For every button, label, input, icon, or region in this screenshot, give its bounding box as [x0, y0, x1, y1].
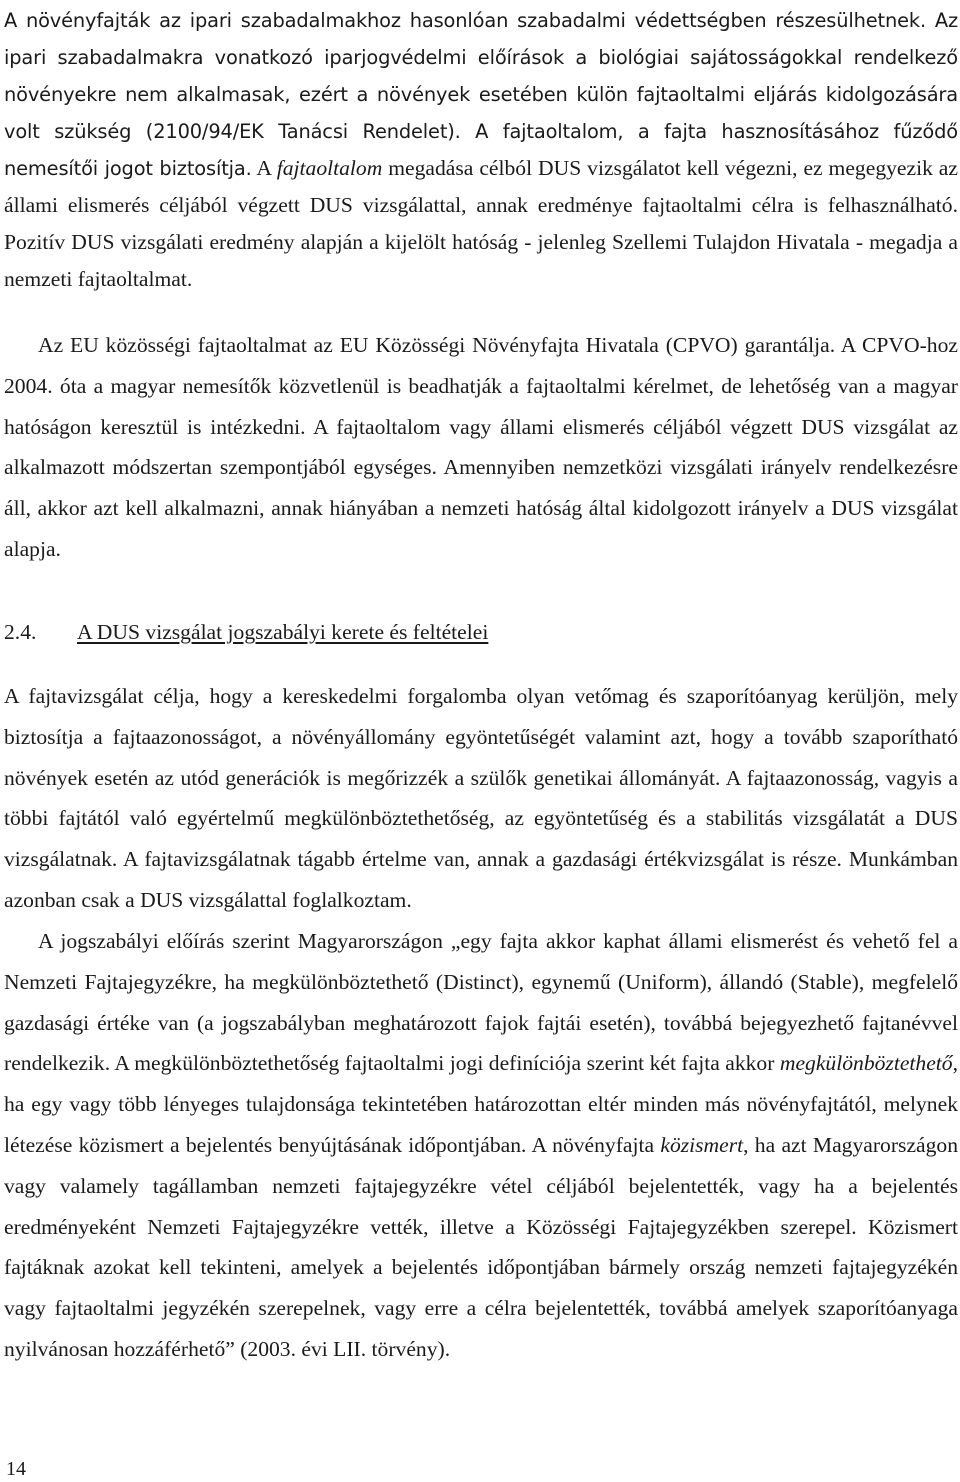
cpvo-paragraph: Az EU közösségi fajtaoltalmat az EU Közösségi Növényfajta Hivatala (CPVO) garantálja. A CPVO-hoz 2004. óta a magyar nemesítők közvetlenül is beadhatják a fajtaoltalmi kérelmet, de lehetőség van a magyar hatóságon keresztül is intézkedni. A fajtaoltalom vagy állami elismerés céljából végzett DUS vizsgálat az alkalmazott módszertan szempontjából egységes. Amennyiben nemzetközi vizsgálati irányelv rendelkezésre áll, akkor azt kell alkalmazni, annak hiányában a nemzeti hatóság által kidolgozott irányelv a DUS vizsgálat alapja.: [4, 333, 958, 561]
section-title: A DUS vizsgálat jogszabályi kerete és feltételei: [77, 620, 489, 644]
legal-text-a: A jogszabályi előírás szerint Magyarországon „egy fajta akkor kaphat állami elismerést és vehető fel a Nemzeti Fajtajegyzékre, ha megkülönböztethető (Distinct), egynemű (Uniform), állandó (Stable), megfelelő gazdasági értéke van (a jogszabályban meghatározott fajok fajtái esetén), továbbá bejegyezhető fajtanévvel rendelkezik. A megkülönböztethetőség fajtaoltalmi jogi definíciója szerint két fajta akkor: [4, 929, 958, 1076]
purpose-paragraph: A fajtavizsgálat célja, hogy a kereskedelmi forgalomba olyan vetőmag és szaporítóanyag kerüljön, mely biztosítja a fajtaazonosságot, a növényállomány egyöntetűségét valamint azt, hogy a tovább szaporítható növények esetén az utód generációk is megőrizzék a szülők genetikai állományát. A fajtaazonosság, vagyis a többi fajtától való egyértelmű megkülönböztethetőség, az egyöntetűség és a stabilitás vizsgálatát a DUS vizsgálatnak. A fajtavizsgálatnak tágabb értelme van, annak a gazdasági értékvizsgálat is része. Munkámban azonban csak a DUS vizsgálattal foglalkoztam.: [4, 684, 958, 912]
term-fajtaoltalom: fajtaoltalom: [276, 156, 383, 180]
term-megkulonboztetheto: megkülönböztethető: [779, 1051, 953, 1076]
section-number: 2.4.: [4, 620, 37, 644]
page-number: 14: [6, 1458, 26, 1480]
intro-sans-text: A növényfajták az ipari szabadalmakhoz hasonlóan szabadalmi védettségben részesülhetnek. Az ipari szabadalmakra vonatkozó iparjogvédelmi előírások a biológiai sajátosságokkal rendelkező növényekre nem alkalmasak, ezért a növények esetében külön fajtaoltalmi eljárás kidolgozására volt szükség (2100/94/EK Tanácsi Rendelet). A fajtaoltalom, a fajta hasznosításához fűződő nemesítői jogot biztosítja.: [4, 9, 958, 180]
term-kozismert: közismert: [660, 1132, 744, 1157]
legal-text-b: , ha egy vagy több lényeges tulajdonsága tekintetében határozottan eltér minden más növényfajtától, melynek létezése közismert a bejelentés benyújtásának időpontjában. A növényfajta: [4, 1051, 958, 1157]
intro-paragraph: [4, 2, 958, 298]
section-heading: [4, 614, 488, 650]
legal-text-c: , ha azt Magyarországon vagy valamely tagállamban nemzeti fajtajegyzékre vétel céljából bejelentették, vagy ha a bejelentés eredményeként Nemzeti Fajtajegyzékre vették, illetve a Közösségi Fajtajegyzékben szerepel. Közismert fajtáknak azokat kell tekinteni, amelyek a bejelentés időpontjában bármely ország nemzeti fajtajegyzékén vagy fajtaoltalmi jegyzékén szerepelnek, vagy erre a célra bejelentették, továbbá amelyek szaporítóanyaga nyilvánosan hozzáférhető” (2003. évi LII. törvény).: [4, 1132, 959, 1361]
legal-paragraph: [4, 921, 958, 1370]
intro-serif-b: megadása célból DUS vizsgálatot kell végezni, ez megegyezik az állami elismerés céljából végzett DUS vizsgálattal, annak eredménye fajtaoltalmi célra is felhasználható. Pozitív DUS vizsgálati eredmény alapján a kijelölt hatóság - jelenleg Szellemi Tulajdon Hivatala - megadja a nemzeti fajtaoltalmat.: [4, 156, 958, 291]
intro-serif-a: A: [251, 156, 277, 180]
